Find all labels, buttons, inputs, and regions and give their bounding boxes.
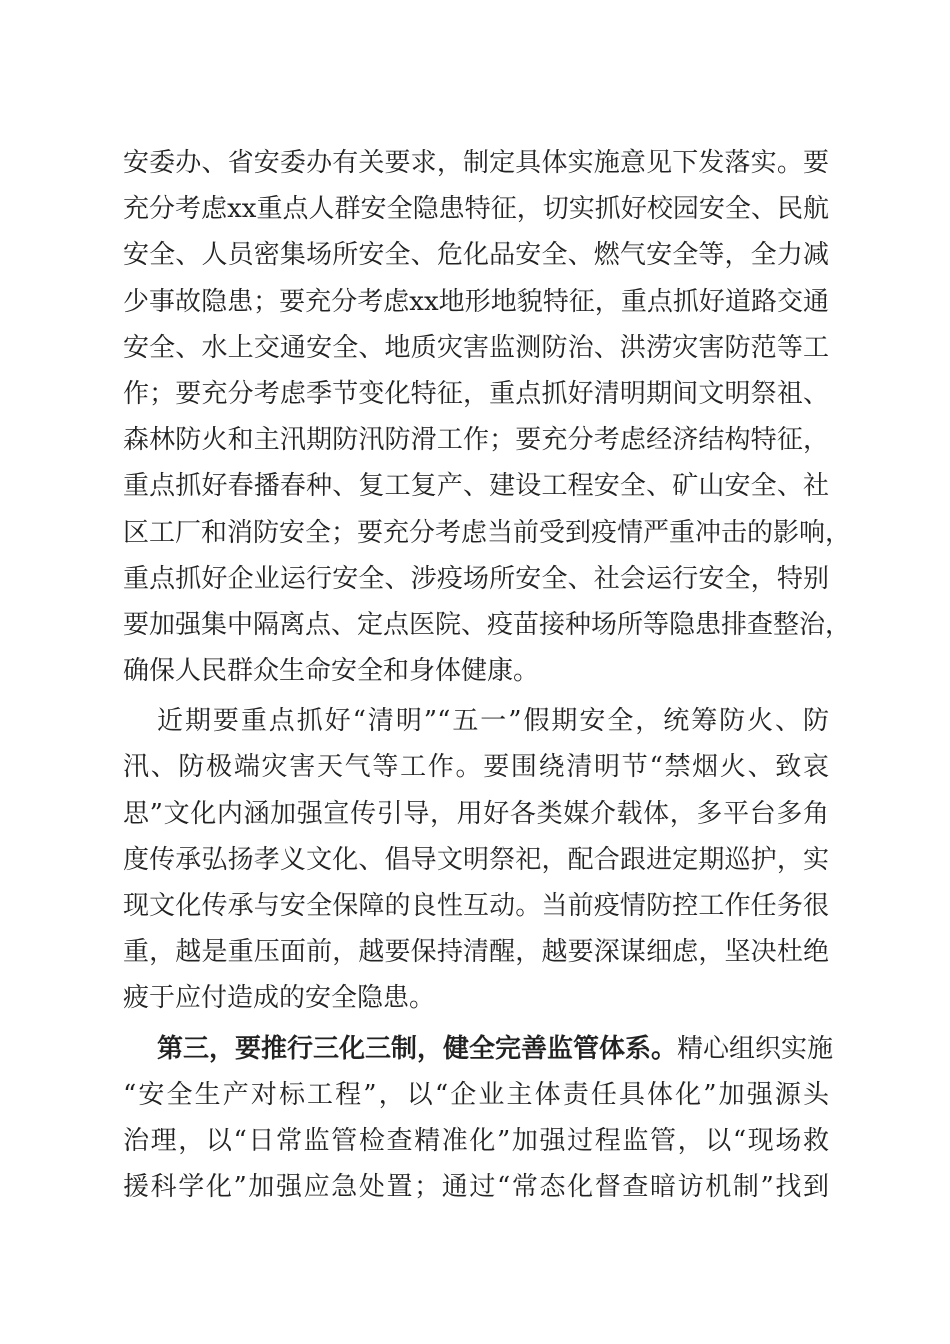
paragraph-2 [123,698,829,1021]
text-line: 安委办、省安委办有关要求，制定具体实施意见下发落实。要 [123,148,829,178]
text-line: 安全、人员密集场所安全、危化品安全、燃气安全等，全力减 [123,240,829,271]
text-line: 确保人民群众生命安全和身体健康。 [123,656,540,687]
section-heading: 第三，要推行三化三制，健全完善监管体系。 [157,1033,678,1064]
text-line: 疲于应付造成的安全隐患。 [123,983,436,1014]
text-line: 要加强集中隔离点、定点医院、疫苗接种场所等隐患排查整治， [123,609,852,640]
text-line: 重，越是重压面前，越要保持清醒，越要深谋细虑，坚决杜绝 [123,937,829,968]
text-line: 区工厂和消防安全；要充分考虑当前受到疫情严重冲击的影响， [123,517,852,548]
document-body [123,140,852,1210]
text-line: 充分考虑xx重点人群安全隐患特征，切实抓好校园安全、民航 [123,194,829,225]
text-line: 重点抓好春播春种、复工复产、建设工程安全、矿山安全、社 [123,471,829,502]
text-line: 现文化传承与安全保障的良性互动。当前疫情防控工作任务很 [123,891,829,921]
text-line-with-heading [123,1026,834,1072]
text-line: 近期要重点抓好“清明”“五一”假期安全，统筹防火、防 [157,706,829,737]
paragraph-1 [123,140,852,694]
text-line: 重点抓好企业运行安全、涉疫场所安全、社会运行安全，特别 [123,563,829,594]
text-fragment: 精心组织实施 [677,1033,834,1064]
text-line: 作；要充分考虑季节变化特征，重点抓好清明期间文明祭祖、 [123,378,829,409]
paragraph-3 [123,1026,834,1211]
text-line: 援科学化”加强应急处置；通过“常态化督查暗访机制”找到 [123,1172,829,1203]
text-line: 安全、水上交通安全、地质灾害监测防治、洪涝灾害防范等工 [123,332,829,363]
text-line: 思”文化内涵加强宣传引导，用好各类媒介载体，多平台多角 [123,798,829,829]
text-line: 治理，以“日常监管检查精准化”加强过程监管，以“现场救 [123,1125,829,1156]
text-line: 少事故隐患；要充分考虑xx地形地貌特征，重点抓好道路交通 [123,286,829,317]
text-line: 度传承弘扬孝义文化、倡导文明祭祀，配合跟进定期巡护，实 [123,844,829,875]
text-line: 森林防火和主汛期防汛防滑工作；要充分考虑经济结构特征， [123,425,829,456]
text-line: 汛、防极端灾害天气等工作。要围绕清明节“禁烟火、致哀 [123,752,829,783]
text-line: “安全生产对标工程”，以“企业主体责任具体化”加强源头 [123,1079,829,1110]
